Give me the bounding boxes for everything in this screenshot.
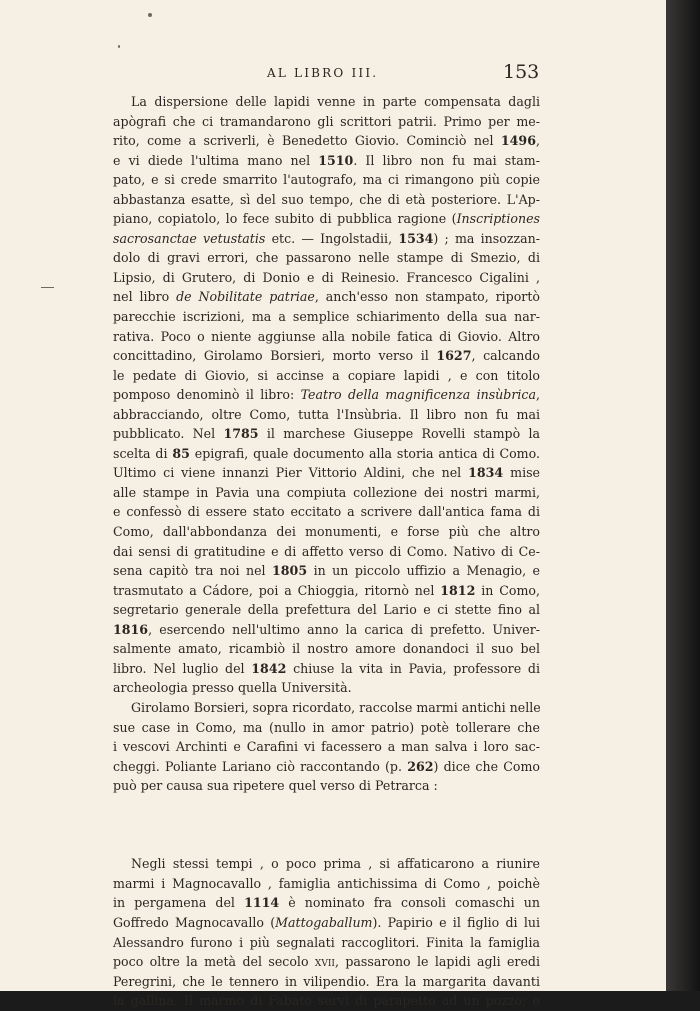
text-line: Peregrini, che le tennero in vilipendio. Era la margarita davanti [113,973,540,989]
verse-quote [113,815,540,835]
text-line: può per causa sua ripetere quel verso di Petrarca : [113,778,438,794]
text-line: la gallina. Il marmo di Fabato servì di parapetto ad un pozzo; e [113,993,540,1009]
text-line: sue case in Como, ma (nullo in amor patrio) potè tollerare che [113,719,540,735]
text-line: sacrosanctae vetustatis etc. — Ingolstadii, 1534) ; ma insozzan- [113,230,540,246]
text-line: dolo di gravi errori, che passarono nelle stampe di Smezio, di [113,250,540,266]
page-number: 153 [503,61,540,83]
text-line: i vescovi Archinti e Carafini vi facessero a man salva i loro sac- [113,739,540,755]
text-line: abbracciando, oltre Como, tutta l'Insùbria. Il libro non fu mai [113,406,540,422]
year: 1534 [398,230,434,246]
spacer [113,796,540,816]
year: 1510 [318,152,354,168]
text-line: rativa. Poco o niente aggiunse alla nobile fatica di Giovio. Altro [113,328,540,344]
text-line: segretario generale della prefettura del Lario e ci stette fino al [113,602,540,618]
text-line: pomposo denominò il libro: Teatro della magnificenza insùbrica, [113,387,540,403]
text-line: poco oltre la metà del secolo xvii, passarono le lapidi agli eredi [113,954,540,970]
text-line: 1816, esercendo nell'ultimo anno la carica di prefetto. Univer- [113,621,540,637]
text-line: marmi i Magnocavallo , famiglia antichissima di Como , poichè [113,875,540,891]
text-line: pubblicato. Nel 1785 il marchese Giuseppe Rovelli stampò la [113,426,540,442]
text-line: Ultimo ci viene innanzi Pier Vittorio Aldini, che nel 1834 mise [113,465,541,481]
text-line: scelta di 85 epigrafi, quale documento alla storia antica di Como. [113,445,540,461]
italic-title: Inscriptiones [456,211,540,227]
text-line: piano, copiatolo, lo fece subito di pubblica ragione (Inscriptiones [113,211,540,227]
body-text [113,92,540,1011]
text-line: apògrafi che ci tramandarono gli scrittori patrii. Primo per me- [113,113,540,129]
text-line: sena capitò tra noi nel 1805 in un piccolo uffizio a Menagio, e [113,563,540,579]
text-line: Lipsio, di Grutero, di Donio e di Reinesio. Francesco Cigalini , [113,269,540,285]
roman-numeral: xvii [314,954,335,970]
text-line: in pergamena del 1114 è nominato fra consoli comaschi un [113,895,540,911]
text-line: La dispersione delle lapidi venne in parte compensata dagli [131,94,540,109]
text-line: cheggi. Poliante Lariano ciò raccontando (p. 262) dice che Como [113,758,540,774]
year: 1812 [440,582,476,598]
italic-title: Mattogaballum [275,914,373,930]
running-title: AL LIBRO III. [267,66,379,80]
text-line: Alessandro furono i più segnalati raccoglitori. Finita la famiglia [113,934,540,950]
year: 1114 [244,895,280,911]
spacer [113,835,540,855]
text-line: archeologia presso quella Università. [113,680,352,696]
text-line: concittadino, Girolamo Borsieri, morto verso il 1627, calcando [113,348,540,364]
year: 1785 [223,426,259,442]
running-head [0,63,666,85]
text-line: Negli stessi tempi , o poco prima , si affaticarono a riunire [131,856,540,872]
ink-speck [148,13,152,17]
text-line: e confessò di essere stato eccitato a scrivere dall'antica fama di [113,504,540,520]
italic-title: de Nobilitate patriae [176,289,315,305]
text-line: abbastanza esatte, sì del suo tempo, che di età posteriore. L'Ap- [113,191,540,207]
text-line: Como, dall'abbondanza dei monumenti, e forse più che altro [113,524,540,540]
page-edge-shadow [666,0,700,991]
number: 262 [407,758,434,774]
year: 1627 [436,348,472,364]
text-line: nel libro de Nobilitate patriae, anch'esso non stampato, riportò [113,289,540,305]
text-line: pato, e si crede smarrito l'autografo, ma ci rimangono più copie [113,172,540,188]
year: 1805 [272,563,308,579]
year: 1496 [500,133,536,149]
year: 1842 [251,660,287,676]
text-line: alle stampe in Pavia una compiuta collezione dei nostri marmi, [113,484,540,500]
text-line: parecchie iscrizioni, ma a semplice schiarimento della sua nar- [113,309,540,325]
text-line: dai sensi di gratitudine e di affetto verso di Como. Nativo di Ce- [113,543,540,559]
year: 1816 [113,621,149,637]
text-line: Girolamo Borsieri, sopra ricordato, raccolse marmi antichi nelle [131,699,541,715]
italic-title: sacrosanctae vetustatis [113,230,266,246]
year: 1834 [468,465,504,481]
text-line: libro. Nel luglio del 1842 chiuse la vita in Pavia, professore di [113,660,540,676]
text-line: salmente amato, ricambiò il nostro amore donandoci il suo bel [113,641,540,657]
text-line: Goffredo Magnocavallo (Mattogaballum). Papirio e il figlio di lui [113,914,541,930]
text-line: e vi diede l'ultima mano nel 1510. Il libro non fu mai stam- [113,152,540,168]
text-line: le pedate di Giovio, si accinse a copiare lapidi , e con titolo [113,367,540,383]
text-line: trasmutato a Cádore, poi a Chioggia, ritornò nel 1812 in Como, [113,582,540,598]
margin-mark [41,287,54,288]
italic-title: Teatro della magnificenza insùbrica [300,387,536,403]
number: 85 [172,445,190,461]
ink-speck [118,45,120,48]
text-line: rito, come a scriverli, è Benedetto Giovio. Cominciò nel 1496, [113,133,540,149]
